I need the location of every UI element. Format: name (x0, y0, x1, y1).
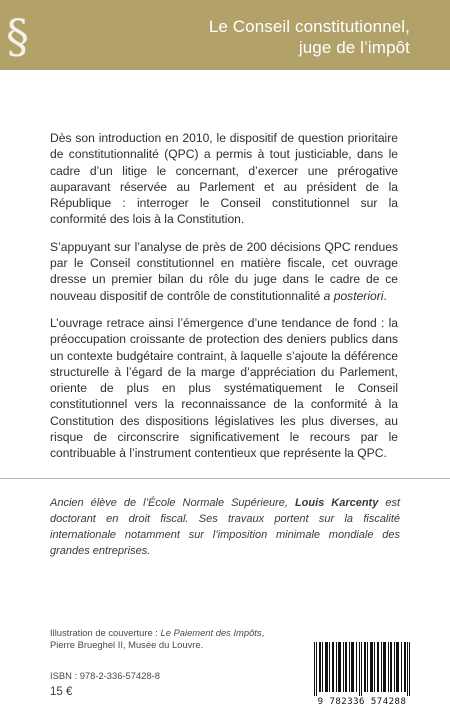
cover-illustration-credit (50, 627, 290, 650)
svg-text:§: § (6, 9, 29, 63)
book-title-line-2: juge de l’impôt (298, 38, 410, 57)
summary-paragraph-2-main: S’appuyant sur l’analyse de près de 200 décisions QPC rendues par le Conseil constitutionnel en matière fiscale, cet ouvrage dresse un premier bilan du rôle du juge dans le cadre de ce nouveau dispositif de contrôle de constitutionnalité (50, 239, 398, 303)
book-title (209, 16, 410, 58)
summary-paragraph-2-end: . (383, 288, 387, 303)
author-bio-intro: Ancien élève de l’École Normale Supérieure, (50, 497, 295, 509)
book-title-line-1: Le Conseil constitutionnel, (208, 17, 410, 36)
author-name: Louis Karcenty (294, 497, 379, 509)
summary-paragraph-1: Dès son introduction en 2010, le dispositif de question prioritaire de constitutionnalité (QPC) a permis à tout justiciable, dans le cadre d’un litige le concernant, d’exercer une prérogative auparavant réservée au Parlement et au président de la République : interroger le Conseil constitutionnel sur la conformité des lois à la Constitution. (50, 131, 398, 227)
barcode-digits: 9 782336 574288 (317, 697, 407, 707)
section-sign-icon (0, 0, 48, 70)
cover-header-band (0, 0, 450, 70)
credit-details: , Pierre Brueghel II, Musée du Louvre. (50, 627, 265, 650)
summary-paragraph-2-italic: a posteriori (323, 288, 384, 303)
section-divider (0, 478, 450, 479)
isbn: ISBN : 978-2-336-57428-8 (50, 670, 160, 681)
author-bio (50, 495, 400, 559)
price: 15 € (50, 686, 73, 698)
summary-paragraph-3: L’ouvrage retrace ainsi l’émergence d’une tendance de fond : la préoccupation croissante de protection des deniers publics dans un contexte budgétaire contraint, à laquelle s’ajoute la déférence structurelle à l’égard de la marge d’appréciation du Parlement, oriente de plus en plus systématiquement le Conseil constitutionnel vers la reconnaissance de la conformité à la Constitution des dispositions législatives les plus diverses, au risque de circonscrire significativement le recours par le contribuable à l’instrument contentieux que représente la QPC. (50, 315, 398, 461)
summary-paragraph-2 (50, 239, 398, 304)
barcode (306, 638, 418, 712)
summary-text (50, 130, 398, 473)
author-bio-details: est doctorant en droit fiscal. Ses travaux portent sur la fiscalité internationale notamment sur l’imposition minimale mondiale des grandes entreprises. (50, 497, 401, 557)
barcode-bars-icon (312, 642, 412, 696)
credit-work-title: Le Paiement des Impôts (160, 627, 262, 638)
credit-label: Illustration de couverture : (50, 627, 161, 638)
